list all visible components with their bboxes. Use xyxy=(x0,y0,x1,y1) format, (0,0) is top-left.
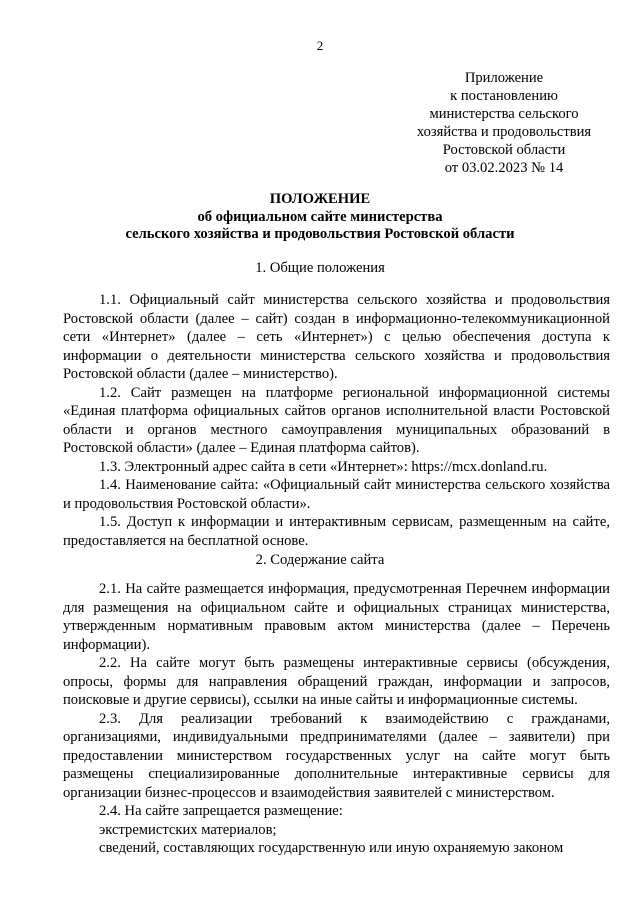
section-1-body xyxy=(63,291,610,550)
appendix-line: Приложение xyxy=(464,70,544,86)
paragraph-2-4-item: сведений, составляющих государственную или иную охраняемую законом xyxy=(99,840,564,856)
appendix-approval-block xyxy=(384,69,624,177)
title-line: ПОЛОЖЕНИЕ xyxy=(269,191,371,207)
paragraph-1-2: 1.2. Сайт размещен на платформе региональной информационной системы «Единая платформа официальных сайтов органов исполнительной власти Ростовской области и органов местного самоуправления муниципальных образований в Ростовской области» (далее – Единая платформа сайтов). xyxy=(63,384,610,456)
paragraph-2-4: 2.4. На сайте запрещается размещение: xyxy=(99,803,343,819)
paragraph-2-2: 2.2. На сайте могут быть размещены интерактивные сервисы (обсуждения, опросы, формы для направления обращений граждан, информации и запросов, поисковые и другие сервисы), ссылки на иные сайты и информационные системы. xyxy=(63,655,610,708)
paragraph-1-3: 1.3. Электронный адрес сайта в сети «Интернет»: https://mcx.donland.ru. xyxy=(99,458,548,475)
paragraph-2-4-item: экстремистских материалов; xyxy=(99,821,277,838)
title-line: сельского хозяйства и продовольствия Ростовской области xyxy=(125,226,515,242)
appendix-line: к постановлению xyxy=(450,88,558,104)
paragraph-1-5: 1.5. Доступ к информации и интерактивным сервисам, размещенным на сайте, предоставляется на бесплатной основе. xyxy=(63,514,610,549)
appendix-line: от 03.02.2023 № 14 xyxy=(444,160,564,176)
paragraph-1-1: 1.1. Официальный сайт министерства сельского хозяйства и продовольствия Ростовской области (далее – сайт) создан в информационно-телекоммуникационной сети «Интернет» (далее – сеть «Интернет») с целью обеспечения доступа к информации о деятельности министерства сельского хозяйства и продовольствия Ростовской области (далее – министерство). xyxy=(63,292,610,382)
paragraph-1-4: 1.4. Наименование сайта: «Официальный сайт министерства сельского хозяйства и продовольствия Ростовской области». xyxy=(63,477,610,512)
section-1-heading: 1. Общие положения xyxy=(255,260,385,276)
appendix-line: Ростовской области xyxy=(442,142,566,158)
document-title xyxy=(0,191,640,244)
appendix-line: министерства сельского xyxy=(429,106,579,122)
title-line: об официальном сайте министерства xyxy=(197,208,443,225)
page-number: 2 xyxy=(316,38,324,53)
paragraph-2-3: 2.3. Для реализации требований к взаимодействию с гражданами, организациями, индивидуальными предпринимателями (далее – заявители) при предоставлении министерством государственных услуг на сайте могут быть размещены специализированные дополнительные интерактивные сервисы для организации бизнес-процессов и взаимодействия заявителей с министерством. xyxy=(63,710,610,801)
section-2-heading: 2. Содержание сайта xyxy=(255,552,385,568)
appendix-line: хозяйства и продовольствия xyxy=(416,124,592,140)
paragraph-2-1: 2.1. На сайте размещается информация, предусмотренная Перечнем информации для размещения на официальном сайте и официальных страницах министерства, утвержденным нормативным правовым актом министерства (далее – Перечень информации). xyxy=(63,581,610,653)
section-2-body xyxy=(63,580,610,858)
